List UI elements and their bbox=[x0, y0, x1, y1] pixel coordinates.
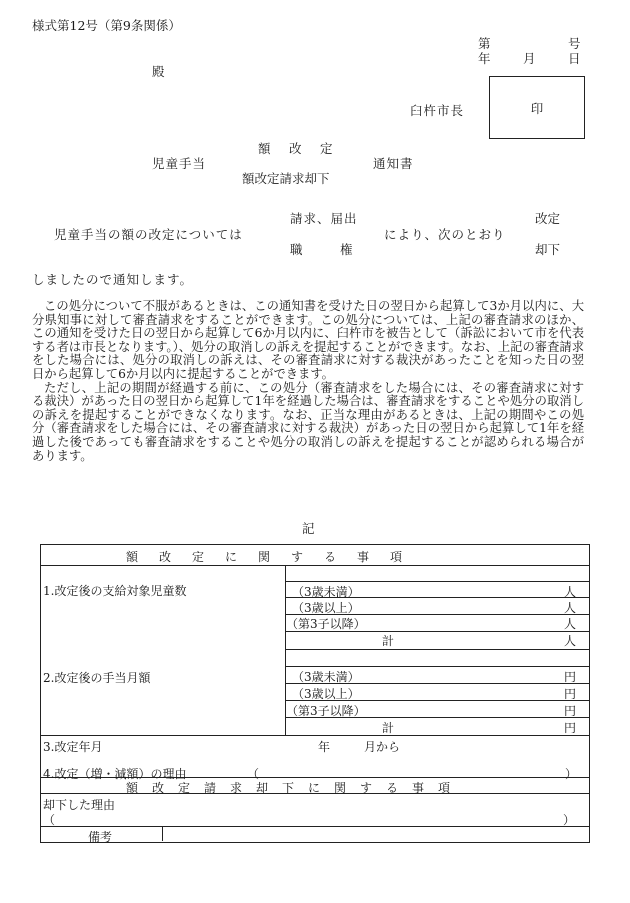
rejection-close-paren: ） bbox=[563, 813, 576, 827]
children-row-2-label: （3歳以上） bbox=[292, 601, 360, 615]
row-3-year: 年 bbox=[318, 740, 331, 754]
row-4-open-paren: （ bbox=[247, 767, 260, 781]
intro-middle: により、次のとおり bbox=[384, 227, 506, 242]
amount-row-1-label: （3歳未満） bbox=[292, 670, 360, 684]
children-row-1-unit: 人 bbox=[564, 585, 577, 599]
title-option-2: 額改定請求却下 bbox=[242, 171, 330, 186]
table-rule bbox=[40, 826, 589, 827]
rejection-label: 却下した理由 bbox=[43, 798, 116, 812]
rejection-open-paren: （ bbox=[43, 813, 56, 827]
seal-box bbox=[489, 76, 585, 139]
row-2-label: 2.改定後の手当月額 bbox=[43, 671, 151, 685]
title-left: 児童手当 bbox=[152, 156, 207, 171]
row-3-month: 月から bbox=[364, 740, 401, 754]
table-rule bbox=[40, 565, 589, 566]
table-rule bbox=[40, 735, 589, 736]
date-year: 年 bbox=[478, 51, 491, 66]
section-2-header: 額改定請求却下に関する事項 bbox=[126, 781, 465, 795]
table-divider bbox=[162, 826, 163, 841]
row-1-label: 1.改定後の支給対象児童数 bbox=[43, 584, 187, 598]
table-rule bbox=[285, 649, 589, 650]
table-rule bbox=[285, 581, 589, 582]
amount-row-1-unit: 円 bbox=[564, 670, 577, 684]
amount-total-unit: 円 bbox=[564, 721, 577, 735]
intro-option-b: 職 権 bbox=[290, 242, 353, 257]
children-row-2-unit: 人 bbox=[564, 601, 577, 615]
row-4-close-paren: ） bbox=[565, 767, 578, 781]
form-number: 様式第12号（第9条関係） bbox=[32, 18, 181, 33]
amount-row-2-unit: 円 bbox=[564, 687, 577, 701]
children-total-label: 計 bbox=[382, 634, 395, 648]
date-day: 日 bbox=[568, 51, 581, 66]
intro-result-a: 改定 bbox=[535, 211, 561, 226]
amount-row-2-label: （3歳以上） bbox=[292, 687, 360, 701]
row-4-label: 4.改定（増・減額）の理由 bbox=[43, 767, 187, 781]
title-option-1: 額 改 定 bbox=[258, 141, 336, 156]
title-right: 通知書 bbox=[373, 156, 414, 171]
amount-total-label: 計 bbox=[382, 721, 395, 735]
ki-heading: 記 bbox=[302, 521, 315, 536]
notice-text bbox=[32, 300, 584, 463]
table-rule bbox=[285, 666, 589, 667]
number-suffix: 号 bbox=[568, 36, 581, 51]
intro-lead: 児童手当の額の改定については bbox=[54, 227, 243, 242]
children-row-3-label: （第3子以降） bbox=[286, 617, 366, 631]
addressee-suffix: 殿 bbox=[152, 64, 165, 79]
children-row-1-label: （3歳未満） bbox=[292, 585, 360, 599]
row-3-label: 3.改定年月 bbox=[43, 740, 103, 754]
children-row-3-unit: 人 bbox=[564, 617, 577, 631]
children-total-unit: 人 bbox=[564, 634, 577, 648]
date-month: 月 bbox=[523, 51, 536, 66]
intro-option-a: 請求、届出 bbox=[290, 211, 358, 226]
issuer-name: 臼杵市長 bbox=[410, 103, 465, 118]
intro-result-b: 却下 bbox=[535, 242, 561, 257]
intro-closing: しましたので通知します。 bbox=[32, 272, 194, 287]
notice-paragraph-1: この処分について不服があるときは、この通知書を受けた日の翌日から起算して3か月以内に、大分県知事に対して審査請求をすることができます。この処分については、上記の審査請求のほか、この通知を受けた日の翌日から起算して6か月以内に、臼杵市を被告として（訴訟において市を代表する者は市長となります。）、処分の取消しの訴えを提起することができます。なお、上記の審査請求をした場合には、処分の取消しの訴えは、その審査請求に対する裁決があったことを知った日の翌日から起算して6か月以内に提起することができます。 bbox=[32, 299, 584, 381]
number-prefix: 第 bbox=[478, 36, 491, 51]
remarks-label: 備考 bbox=[88, 830, 113, 844]
notice-paragraph-2: ただし、上記の期間が経過する前に、この処分（審査請求をした場合には、その審査請求に対する裁決）があった日の翌日から起算して1年を経過した場合は、審査請求をすることや処分の取消しの訴えを提起することができなくなります。なお、正当な理由があるときは、上記の期間やこの処分（審査請求をした場合には、その審査請求に対する裁決）があった日の翌日から起算して1年を経過した後であっても審査請求をすることや処分の取消しの訴えを提起することが認められる場合があります。 bbox=[32, 380, 584, 463]
section-1-header: 額改定に関する事項 bbox=[126, 550, 424, 564]
amount-row-3-label: （第3子以降） bbox=[286, 704, 366, 718]
amount-row-3-unit: 円 bbox=[564, 704, 577, 718]
seal-mark: 印 bbox=[530, 101, 544, 116]
